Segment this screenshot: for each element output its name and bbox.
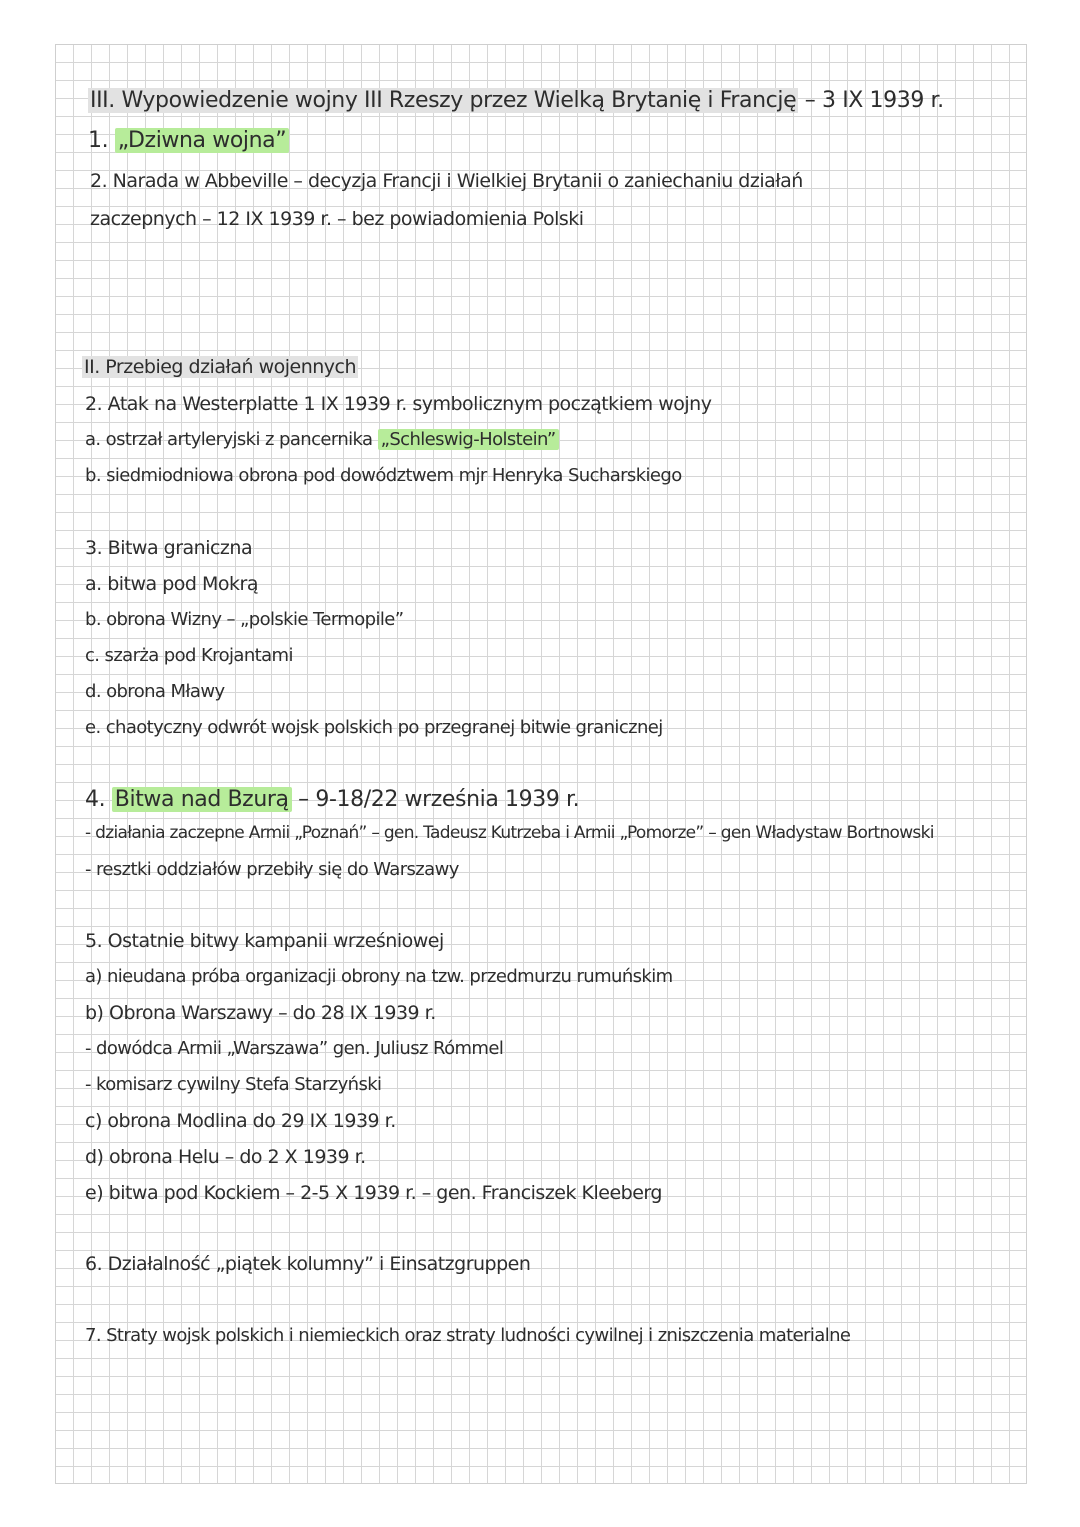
- item-3c: c. szarża pod Krojantami: [85, 645, 293, 666]
- item-5b: b) Obrona Warszawy – do 28 IX 1939 r.: [85, 1002, 436, 1024]
- section-3-item-1-highlight: „Dziwna wojna”: [115, 128, 289, 153]
- item-7: 7. Straty wojsk polskich i niemieckich oraz straty ludności cywilnej i zniszczenia materialne: [85, 1325, 851, 1346]
- section-3-item-2-line-1: 2. Narada w Abbeville – decyzja Francji i Wielkiej Brytanii o zaniechaniu działań: [90, 170, 803, 192]
- item-5a: a) nieudana próba organizacji obrony na tzw. przedmurzu rumuńskim: [85, 966, 673, 987]
- section-3-title-date: – 3 IX 1939 r.: [798, 88, 944, 113]
- item-2a: [85, 429, 559, 451]
- item-3a: a. bitwa pod Mokrą: [85, 573, 258, 595]
- item-5d: d) obrona Helu – do 2 X 1939 r.: [85, 1146, 366, 1168]
- item-3b: b. obrona Wizny – „polskie Termopile”: [85, 609, 404, 630]
- section-2-title: [82, 356, 358, 379]
- item-2a-highlight: „Schleswig-Holstein”: [378, 429, 559, 450]
- item-5c: c) obrona Modlina do 29 IX 1939 r.: [85, 1110, 396, 1132]
- section-2-title-highlight: II. Przebieg działań wojennych: [84, 356, 357, 378]
- item-2: 2. Atak na Westerplatte 1 IX 1939 r. symbolicznym początkiem wojny: [85, 393, 712, 415]
- section-3-title: [88, 88, 944, 114]
- item-5b-1: - dowódca Armii „Warszawa” gen. Juliusz Rómmel: [85, 1038, 504, 1059]
- item-4-line-1: - działania zaczepne Armii „Poznań” – gen. Tadeusz Kutrzeba i Armii „Pomorze” – gen Władystaw Bortnowski: [85, 823, 934, 843]
- item-2b: b. siedmiodniowa obrona pod dowództwem mjr Henryka Sucharskiego: [85, 465, 682, 486]
- item-3d: d. obrona Mławy: [85, 681, 225, 702]
- section-3-item-1: [88, 128, 289, 154]
- section-3-title-highlight: III. Wypowiedzenie wojny III Rzeszy przez Wielką Brytanię i Francję: [90, 88, 797, 113]
- item-4-line-2: - resztki oddziałów przebiły się do Warszawy: [85, 859, 459, 880]
- section-3-item-2-line-2: zaczepnych – 12 IX 1939 r. – bez powiadomienia Polski: [90, 208, 584, 230]
- item-5b-2: - komisarz cywilny Stefa Starzyński: [85, 1074, 382, 1095]
- item-4-date: – 9-18/22 września 1939 r.: [291, 787, 580, 812]
- item-4-number: 4.: [85, 787, 112, 812]
- item-4-title: [85, 787, 579, 813]
- section-3-item-1-number: 1.: [88, 128, 115, 153]
- item-6: 6. Działalność „piątek kolumny” i Einsatzgruppen: [85, 1253, 531, 1275]
- item-2a-text: a. ostrzał artyleryjski z pancernika: [85, 429, 378, 450]
- item-5-title: 5. Ostatnie bitwy kampanii wrześniowej: [85, 930, 444, 952]
- item-3e: e. chaotyczny odwrót wojsk polskich po przegranej bitwie granicznej: [85, 717, 663, 738]
- item-5e: e) bitwa pod Kockiem – 2-5 X 1939 r. – gen. Franciszek Kleeberg: [85, 1182, 662, 1204]
- item-4-highlight: Bitwa nad Bzurą: [112, 787, 292, 812]
- item-3-title: 3. Bitwa graniczna: [85, 537, 253, 559]
